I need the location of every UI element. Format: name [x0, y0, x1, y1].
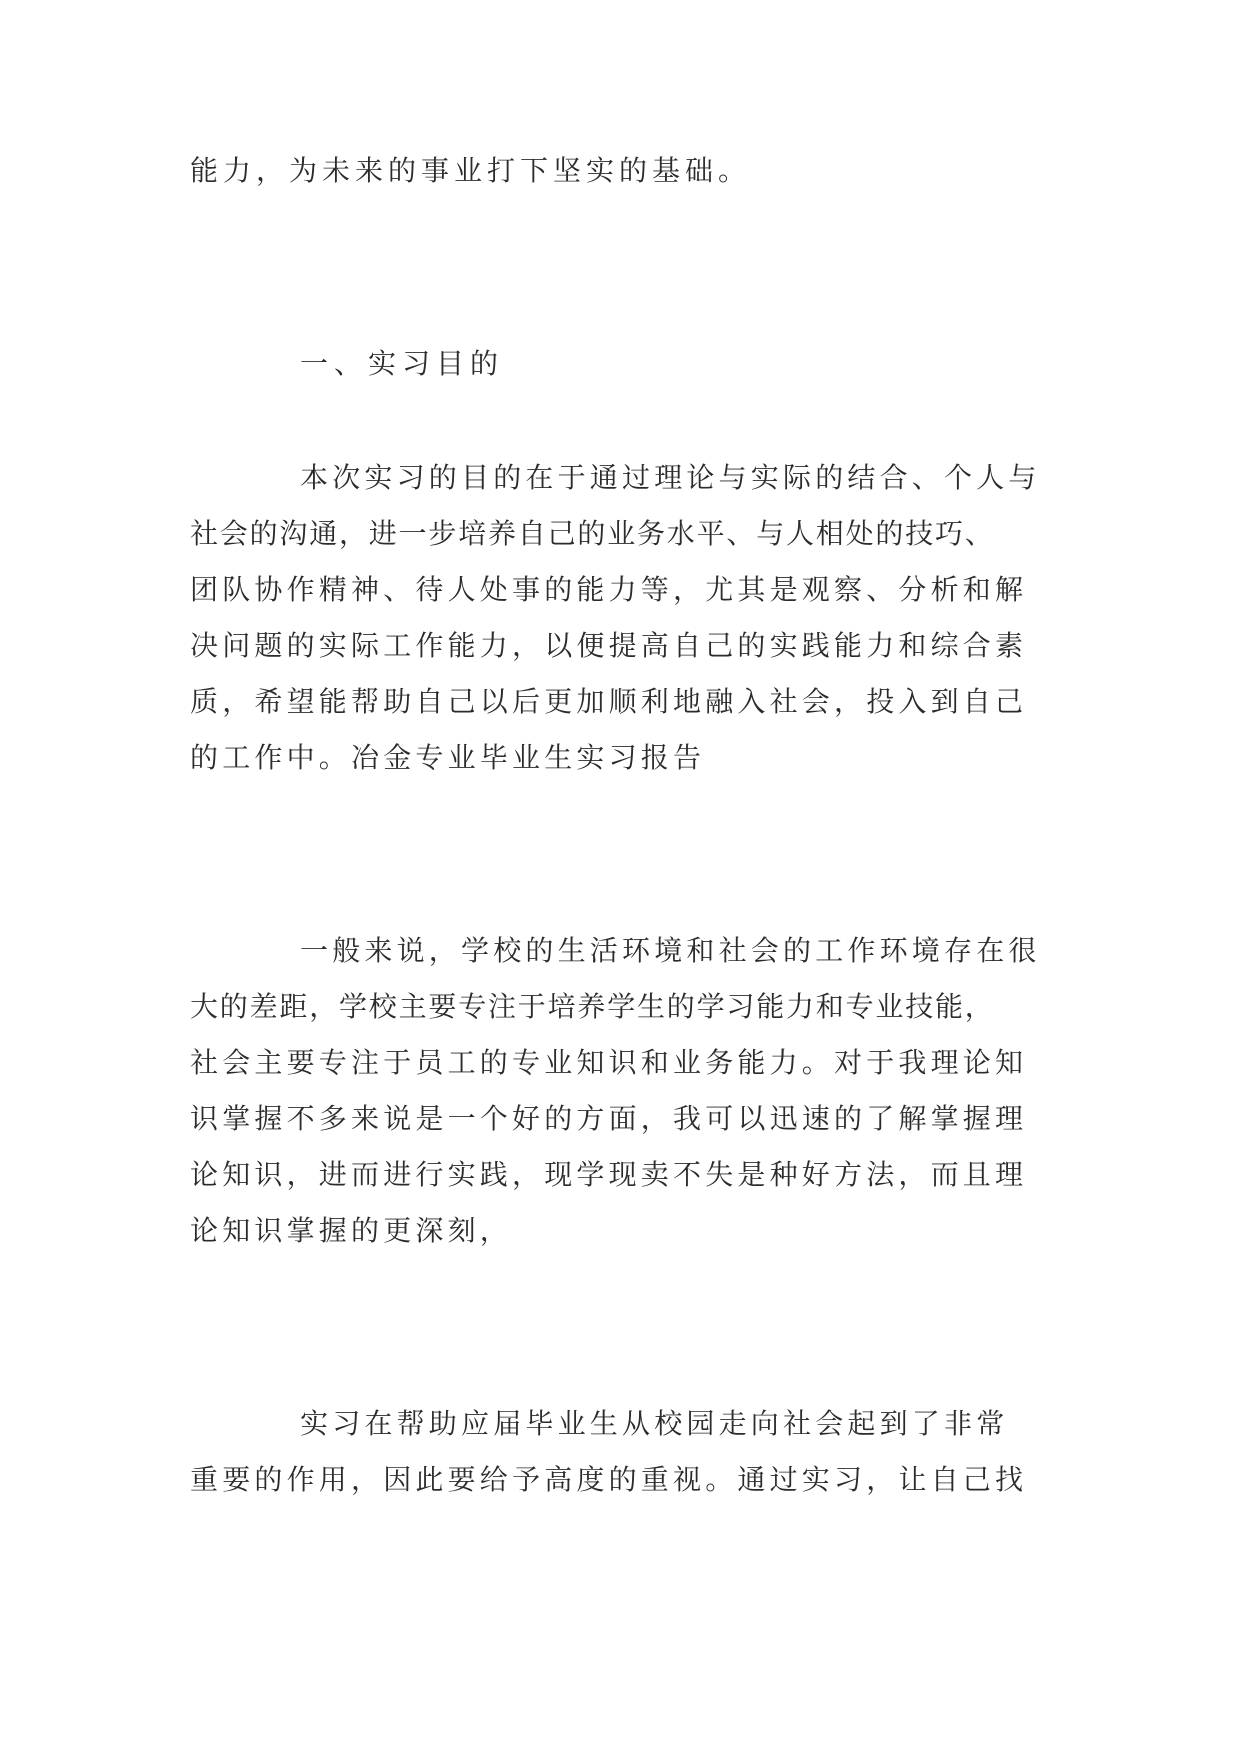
- paragraph-line: 论知识掌握的更深刻，: [190, 1214, 513, 1247]
- paragraph-line: 质，希望能帮助自己以后更加顺利地融入社会，投入到自己: [190, 685, 1028, 718]
- paragraph-line: 实习在帮助应届毕业生从校园走向社会起到了非常: [300, 1407, 1009, 1440]
- paragraph-line: 识掌握不多来说是一个好的方面，我可以迅速的了解掌握理: [190, 1102, 1028, 1135]
- paragraph-line: 大的差距，学校主要专注于培养学生的学习能力和专业技能，: [190, 990, 995, 1023]
- paragraph-line: 社会主要专注于员工的专业知识和业务能力。对于我理论知: [190, 1046, 1028, 1079]
- paragraph-line: 论知识，进而进行实践，现学现卖不失是种好方法，而且理: [190, 1158, 1028, 1191]
- paragraph-line: 重要的作用，因此要给予高度的重视。通过实习，让自己找: [190, 1463, 1028, 1496]
- paragraph-line: 本次实习的目的在于通过理论与实际的结合、个人与: [300, 461, 1041, 494]
- paragraph-line: 的工作中。冶金专业毕业生实习报告: [190, 741, 706, 774]
- paragraph-line: 一般来说，学校的生活环境和社会的工作环境存在很: [300, 934, 1041, 967]
- paragraph-line: 团队协作精神、待人处事的能力等，尤其是观察、分析和解: [190, 573, 1028, 606]
- paragraph-line: 社会的沟通，进一步培养自己的业务水平、与人相处的技巧、: [190, 517, 995, 550]
- continuation-line: 能力，为未来的事业打下坚实的基础。: [190, 154, 752, 187]
- paragraph-line: 决问题的实际工作能力，以便提高自己的实践能力和综合素: [190, 629, 1028, 662]
- section-heading: 一、实习目的: [300, 347, 505, 380]
